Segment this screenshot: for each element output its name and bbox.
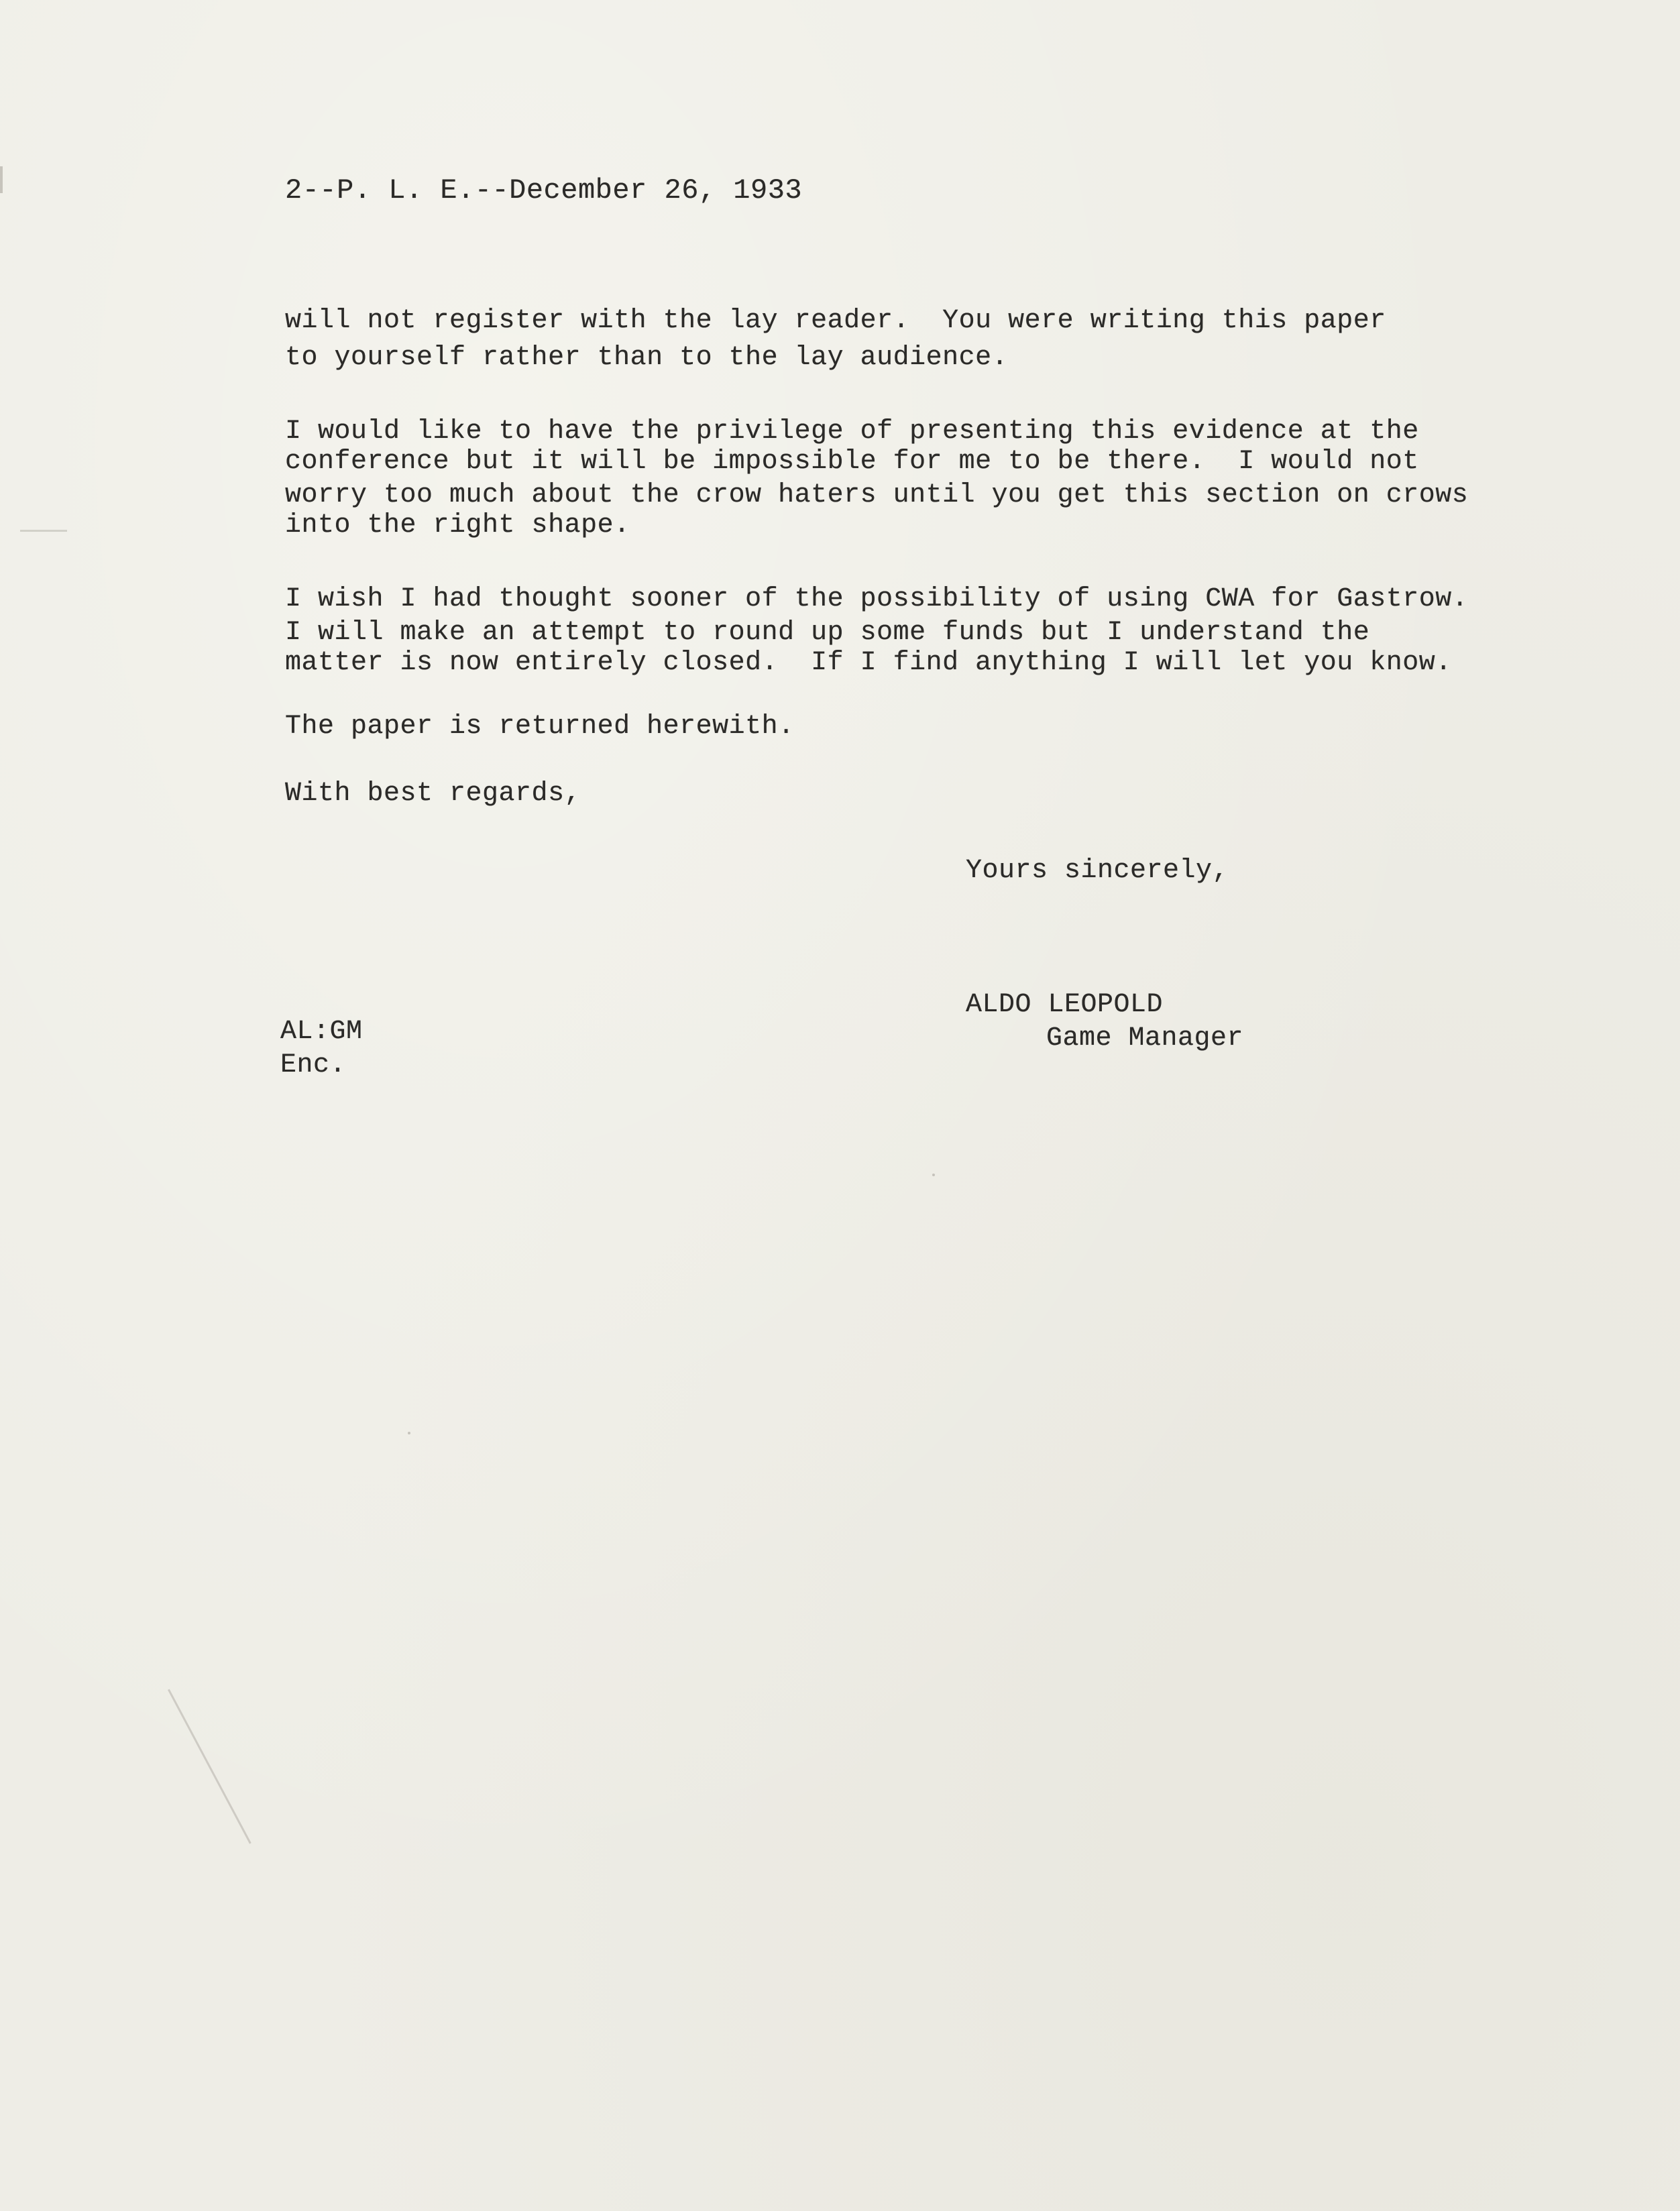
paper-mark [0,166,3,193]
text-line: I would like to have the privilege of presenting this evidence at the [285,416,1419,447]
text-line: conference but it will be impossible for me to be there. I would not [285,447,1419,477]
paper-speck [932,1174,935,1176]
enclosure-note: Enc. [280,1050,347,1080]
text-line: will not register with the lay reader. You were writing this paper [285,306,1386,336]
text-line: With best regards, [285,779,581,809]
text-line: The paper is returned herewith. [285,712,795,742]
paper-mark [20,530,67,532]
signer-name: ALDO LEOPOLD [966,990,1164,1020]
paper-speck [408,1432,410,1434]
closing: Yours sincerely, [966,856,1229,886]
text-line: matter is now entirely closed. If I find anything I will let you know. [285,648,1452,678]
reference-initials: AL:GM [280,1017,363,1047]
text-line: to yourself rather than to the lay audience. [285,343,1009,373]
text-line: into the right shape. [285,510,630,541]
signer-title: Game Manager [1046,1023,1244,1054]
text-line: I will make an attempt to round up some funds but I understand the [285,618,1370,648]
page-header: 2--P. L. E.--December 26, 1933 [285,174,803,207]
paper-scratch [168,1689,251,1844]
text-line: worry too much about the crow haters until you get this section on crows [285,480,1469,510]
text-line: I wish I had thought sooner of the possibility of using CWA for Gastrow. [285,584,1469,614]
